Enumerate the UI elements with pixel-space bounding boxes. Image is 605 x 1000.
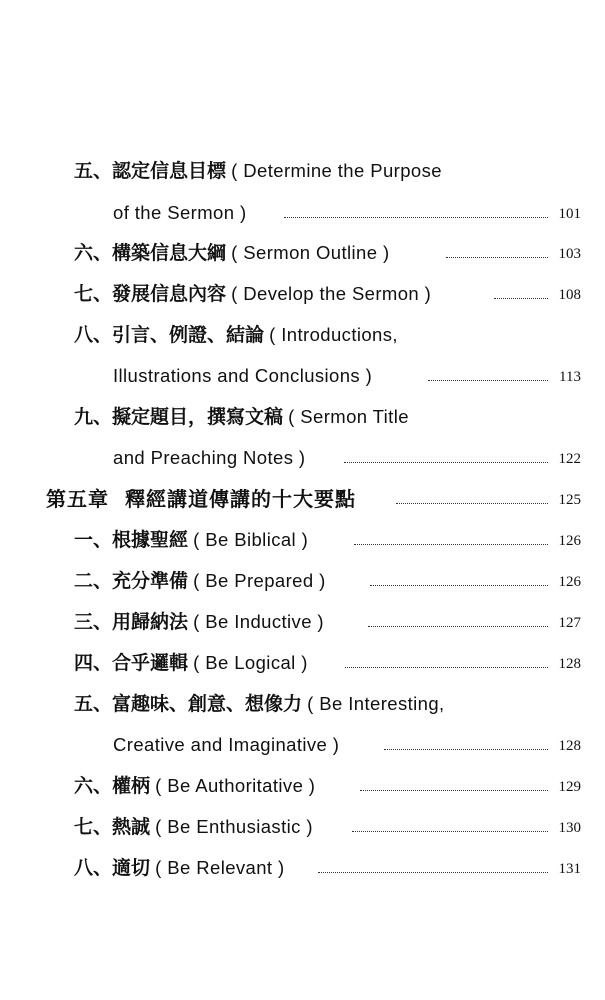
page-number: 128: [558, 656, 581, 672]
dot-leader: [396, 503, 548, 504]
toc-entry-heading: [74, 771, 315, 801]
entry-number: 七、: [74, 816, 113, 838]
dot-leader: [360, 790, 548, 791]
entry-title-en: ( Sermon Title: [288, 406, 409, 427]
entry-title-zh: 引言、例證、結論: [112, 324, 265, 346]
page-number: 126: [558, 574, 581, 590]
entry-title-zh: 構築信息大綱: [112, 242, 227, 264]
dot-leader: [368, 626, 548, 627]
dot-leader: [344, 462, 548, 463]
toc-entry-be-biblical[interactable]: [0, 525, 605, 555]
entry-number: 六、: [74, 775, 113, 797]
dot-leader: [318, 872, 548, 873]
dot-leader: [352, 831, 548, 832]
entry-title-zh: 擬定題目，撰寫文稿: [112, 406, 284, 428]
dot-leader: [370, 585, 548, 586]
page-number: 128: [558, 738, 581, 754]
entry-number: 五、: [74, 160, 113, 182]
dot-leader: [284, 217, 548, 218]
toc-entry-heading: [74, 156, 442, 186]
page-number: 103: [558, 246, 581, 262]
entry-title-en: ( Be Biblical ): [193, 529, 309, 550]
entry-title-en: ( Be Inductive ): [193, 611, 324, 632]
dot-leader: [384, 749, 548, 750]
toc-entry-sermon-outline[interactable]: [0, 238, 605, 268]
entry-title-zh: 適切: [112, 857, 151, 879]
entry-title-zh: 富趣味、創意、想像力: [112, 693, 303, 715]
toc-entry-heading-cont: [113, 198, 247, 228]
toc-entry-heading: [74, 607, 324, 637]
toc-entry-sermon-title[interactable]: [0, 402, 605, 432]
entry-title-en: ( Be Interesting,: [307, 693, 445, 714]
toc-entry-heading: [74, 402, 409, 432]
toc-entry-heading: [74, 812, 313, 842]
entry-title-en: ( Be Logical ): [193, 652, 308, 673]
entry-number: 四、: [74, 652, 113, 674]
page-number: 129: [558, 779, 581, 795]
toc-entry-determine-purpose[interactable]: [0, 156, 605, 186]
entry-title-en-cont: and Preaching Notes ): [113, 447, 306, 468]
entry-number: 三、: [74, 611, 113, 633]
dot-leader: [446, 257, 548, 258]
toc-entry-heading: [74, 238, 390, 268]
toc-entry-be-prepared[interactable]: [0, 566, 605, 596]
entry-title-en-cont: Illustrations and Conclusions ): [113, 365, 373, 386]
toc-entry-be-enthusiastic[interactable]: [0, 812, 605, 842]
toc-entry-introductions[interactable]: [0, 320, 605, 350]
entry-title-en: ( Determine the Purpose: [231, 160, 442, 181]
toc-entry-heading: [74, 566, 326, 596]
entry-title-en: ( Sermon Outline ): [231, 242, 390, 263]
page-number: 127: [558, 615, 581, 631]
entry-title-zh: 熱誠: [112, 816, 151, 838]
toc-entry-be-logical[interactable]: [0, 648, 605, 678]
page-number: 131: [558, 861, 581, 877]
entry-number: 八、: [74, 324, 113, 346]
toc-entry-be-interesting-cont[interactable]: [0, 730, 605, 760]
page-number: 122: [558, 451, 581, 467]
toc-entry-heading: [74, 853, 285, 883]
page-number: 125: [558, 492, 581, 508]
toc-entry-be-authoritative[interactable]: [0, 771, 605, 801]
entry-number: 六、: [74, 242, 113, 264]
toc-entry-heading: [74, 525, 308, 555]
dot-leader: [494, 298, 548, 299]
toc-chapter-5[interactable]: [0, 484, 605, 514]
entry-number: 五、: [74, 693, 113, 715]
entry-title-zh: 根據聖經: [112, 529, 189, 551]
page-number: 126: [558, 533, 581, 549]
toc-entry-heading: [74, 648, 308, 678]
entry-number: 八、: [74, 857, 113, 879]
toc-entry-develop-sermon[interactable]: [0, 279, 605, 309]
dot-leader: [428, 380, 548, 381]
entry-title-en-cont: of the Sermon ): [113, 202, 247, 223]
entry-title-zh: 充分準備: [112, 570, 189, 592]
entry-title-en: ( Be Authoritative ): [155, 775, 316, 796]
toc-entry-heading: [74, 320, 398, 350]
entry-number: 九、: [74, 406, 113, 428]
toc-entry-be-inductive[interactable]: [0, 607, 605, 637]
toc-entry-heading: [74, 689, 445, 719]
entry-title-en-cont: Creative and Imaginative ): [113, 734, 340, 755]
entry-title-en: ( Be Relevant ): [155, 857, 285, 878]
dot-leader: [354, 544, 548, 545]
entry-title-en: ( Be Enthusiastic ): [155, 816, 313, 837]
entry-number: 二、: [74, 570, 113, 592]
entry-title-zh: 權柄: [112, 775, 151, 797]
toc-entry-heading-cont: [113, 443, 305, 473]
page-number: 101: [558, 206, 581, 222]
entry-title-zh: 發展信息內容: [112, 283, 227, 305]
entry-title-zh: 用歸納法: [112, 611, 189, 633]
chapter-label: 第五章: [46, 487, 109, 511]
entry-number: 七、: [74, 283, 113, 305]
entry-title-en: ( Introductions,: [269, 324, 398, 345]
toc-entry-sermon-title-cont[interactable]: [0, 443, 605, 473]
entry-title-en: ( Be Prepared ): [193, 570, 326, 591]
entry-title-en: ( Develop the Sermon ): [231, 283, 432, 304]
entry-number: 一、: [74, 529, 113, 551]
toc-entry-be-relevant[interactable]: [0, 853, 605, 883]
page-number: 113: [559, 369, 581, 385]
toc-entry-heading-cont: [113, 361, 372, 391]
dot-leader: [345, 667, 548, 668]
entry-title-zh: 合乎邏輯: [112, 652, 189, 674]
toc-entry-be-interesting[interactable]: [0, 689, 605, 719]
chapter-title: 釋經講道傳講的十大要點: [125, 487, 356, 511]
chapter-heading: [46, 484, 356, 515]
toc-entry-heading-cont: [113, 730, 339, 760]
page-number: 108: [558, 287, 581, 303]
toc-entry-determine-purpose-cont[interactable]: [0, 198, 605, 228]
toc-entry-heading: [74, 279, 431, 309]
page-number: 130: [558, 820, 581, 836]
entry-title-zh: 認定信息目標: [112, 160, 227, 182]
toc-entry-introductions-cont[interactable]: [0, 361, 605, 391]
